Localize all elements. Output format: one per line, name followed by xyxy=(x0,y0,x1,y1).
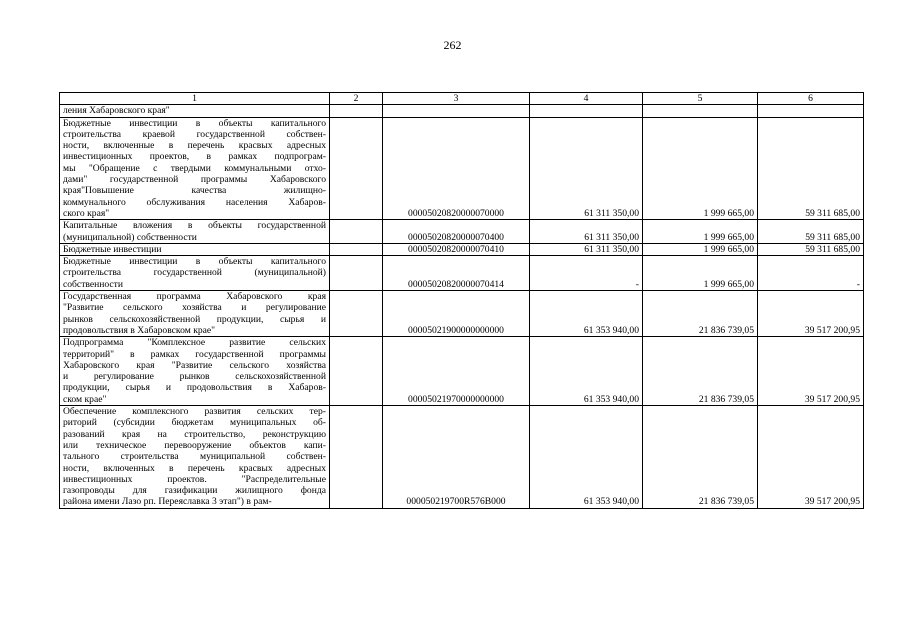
table-row xyxy=(60,117,864,220)
description-line: Государственная программа Хабаровского края xyxy=(63,291,326,303)
row-description xyxy=(60,105,330,117)
row-code: 00005020820000070000 xyxy=(383,117,530,220)
row-col-2 xyxy=(330,220,383,244)
description-line: района имени Лазо рп. Переяславка 3 этап") в рам- xyxy=(63,496,272,508)
row-value-4: 61 353 940,00 xyxy=(530,337,643,406)
row-value-4 xyxy=(530,105,643,117)
description-line: или техническое перевооружение объектов капи- xyxy=(63,439,326,451)
description-line: инвестиционных проектов, в рамках подпрограм- xyxy=(63,151,326,163)
row-value-5: 1 999 665,00 xyxy=(643,243,758,255)
table-row xyxy=(60,220,864,244)
description-line: продукции, сырья и продовольствия в Хабаров- xyxy=(63,382,326,394)
row-value-5: 21 836 739,05 xyxy=(643,337,758,406)
description-line: и регулирование рынков сельскохозяйственной xyxy=(63,371,326,383)
row-code: 00005020820000070410 xyxy=(383,243,530,255)
description-line: Бюджетные инвестиции в объекты капитального xyxy=(63,256,326,268)
column-header: 3 xyxy=(383,93,530,105)
row-value-5: 1 999 665,00 xyxy=(643,256,758,291)
description-line: края"Повышение качества жилищно- xyxy=(63,185,326,197)
description-line: тального строительства муниципальной собствен- xyxy=(63,451,326,463)
description-line: дами" государственной программы Хабаровского xyxy=(63,174,326,186)
description-line: разований края на строительство, реконструкцию xyxy=(63,428,326,440)
row-description xyxy=(60,291,330,337)
description-line: Подпрограмма "Комплексное развитие сельских xyxy=(63,337,326,349)
description-line: мы "Обращение с твердыми коммунальными отхо- xyxy=(63,162,326,174)
row-value-5: 1 999 665,00 xyxy=(643,220,758,244)
description-line: строительства краевой государственной собствен- xyxy=(63,128,326,140)
table-row xyxy=(60,337,864,406)
description-line: продовольствия в Хабаровском крае" xyxy=(63,324,216,336)
row-col-2 xyxy=(330,117,383,220)
description-line: рынков сельскохозяйственной продукции, сырья и xyxy=(63,313,326,325)
row-col-2 xyxy=(330,406,383,509)
description-line: ности, включенных в перечень красвых адресных xyxy=(63,462,326,474)
row-value-6: 39 517 200,95 xyxy=(758,291,864,337)
description-line: строительства государственной (муниципальной) xyxy=(63,267,326,279)
budget-table xyxy=(59,92,864,509)
description-line: Хабаровского края "Развитие сельского хозяйства xyxy=(63,359,326,371)
row-col-2 xyxy=(330,105,383,117)
row-col-2 xyxy=(330,337,383,406)
description-line: ского края" xyxy=(63,207,110,219)
description-line: коммунального обслуживания населения Хабаров- xyxy=(63,196,326,208)
row-value-6: - xyxy=(758,256,864,291)
row-value-5: 21 836 739,05 xyxy=(643,406,758,509)
table-row xyxy=(60,243,864,255)
column-header: 4 xyxy=(530,93,643,105)
description-line: (муниципальной) собственности xyxy=(63,231,197,243)
row-description xyxy=(60,337,330,406)
row-value-4: 61 311 350,00 xyxy=(530,243,643,255)
table-row xyxy=(60,105,864,117)
row-value-5 xyxy=(643,105,758,117)
row-value-4: 61 311 350,00 xyxy=(530,117,643,220)
row-code: 000050219700R576B000 xyxy=(383,406,530,509)
row-value-6: 39 517 200,95 xyxy=(758,337,864,406)
description-line: ности, включенные в перечень красвых адресных xyxy=(63,140,326,152)
description-line: ления Хабаровского края" xyxy=(63,105,170,117)
description-line: территорий" в рамках государственной программы xyxy=(63,348,326,360)
description-line: Обеспечение комплексного развития сельских тер- xyxy=(63,406,326,418)
row-col-2 xyxy=(330,243,383,255)
row-description xyxy=(60,220,330,244)
row-col-2 xyxy=(330,256,383,291)
description-line: Бюджетные инвестиции в объекты капитального xyxy=(63,117,326,129)
row-code: 00005020820000070400 xyxy=(383,220,530,244)
row-value-5: 21 836 739,05 xyxy=(643,291,758,337)
row-value-6: 59 311 685,00 xyxy=(758,117,864,220)
description-line: инвестиционных проектов. "Распределительные xyxy=(63,473,326,485)
column-header: 2 xyxy=(330,93,383,105)
row-value-4: 61 353 940,00 xyxy=(530,291,643,337)
description-line: ском крае" xyxy=(63,393,107,405)
row-value-6: 59 311 685,00 xyxy=(758,220,864,244)
column-header: 5 xyxy=(643,93,758,105)
description-line: Бюджетные инвестиции xyxy=(63,243,162,255)
description-line: "Развитие сельского хозяйства и регулирование xyxy=(63,302,326,314)
row-value-6: 59 311 685,00 xyxy=(758,243,864,255)
description-line: газопроводы для газификации жилищного фонда xyxy=(63,485,326,497)
row-code xyxy=(383,105,530,117)
row-code: 00005020820000070414 xyxy=(383,256,530,291)
row-value-6: 39 517 200,95 xyxy=(758,406,864,509)
description-line: собственности xyxy=(63,278,124,290)
row-value-4: - xyxy=(530,256,643,291)
table-header-row xyxy=(60,93,864,105)
description-line: риторий (субсидии бюджетам муниципальных об- xyxy=(63,417,326,429)
table-row xyxy=(60,406,864,509)
row-code: 00005021900000000000 xyxy=(383,291,530,337)
row-description xyxy=(60,117,330,220)
row-description xyxy=(60,243,330,255)
table-row xyxy=(60,256,864,291)
page-number: 262 xyxy=(443,38,462,52)
row-code: 00005021970000000000 xyxy=(383,337,530,406)
row-value-4: 61 311 350,00 xyxy=(530,220,643,244)
table-row xyxy=(60,291,864,337)
row-value-4: 61 353 940,00 xyxy=(530,406,643,509)
row-description xyxy=(60,406,330,509)
row-description xyxy=(60,256,330,291)
column-header: 1 xyxy=(60,93,330,105)
row-col-2 xyxy=(330,291,383,337)
column-header: 6 xyxy=(758,93,864,105)
row-value-5: 1 999 665,00 xyxy=(643,117,758,220)
description-line: Капитальные вложения в объекты государственной xyxy=(63,220,326,232)
row-value-6 xyxy=(758,105,864,117)
